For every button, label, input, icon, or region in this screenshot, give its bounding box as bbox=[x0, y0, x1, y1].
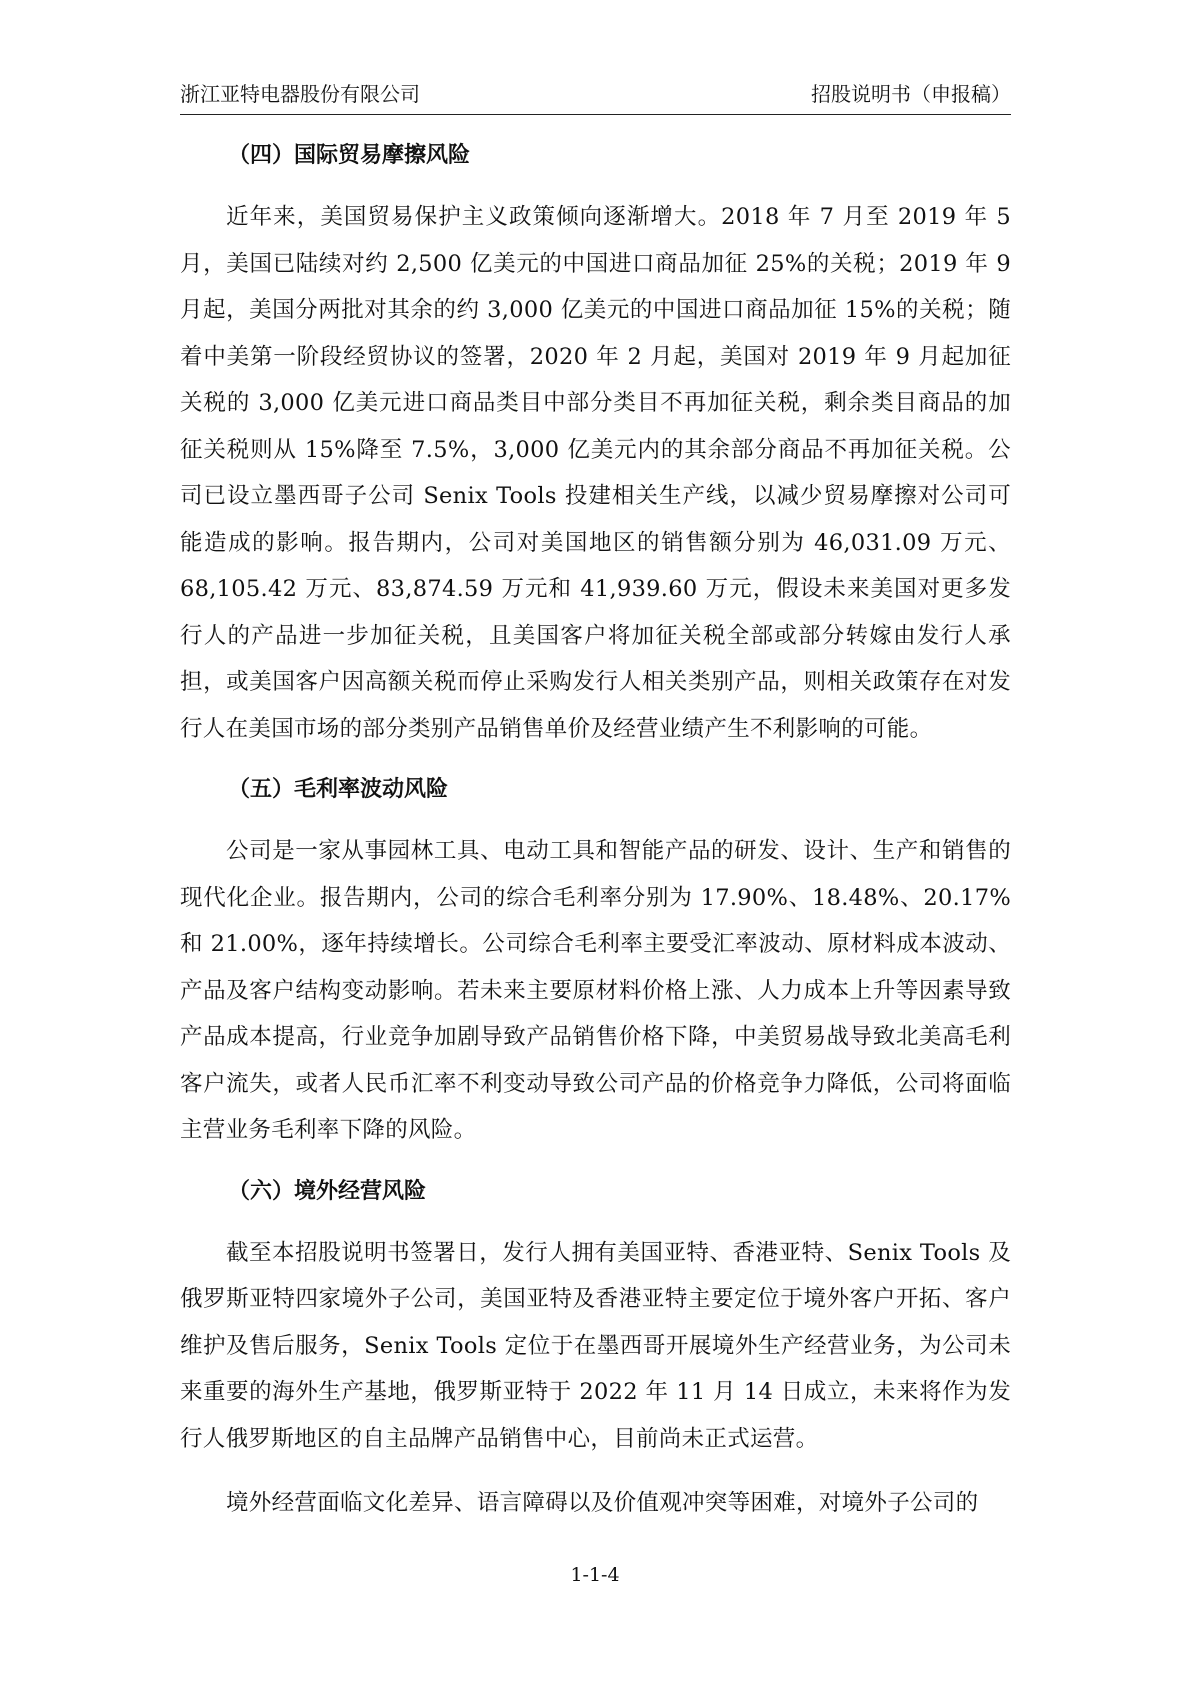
section-title-overseas-operation: （六）境外经营风险 bbox=[228, 1178, 427, 1204]
page-header bbox=[180, 78, 1011, 115]
paragraph-gross-margin: 公司是一家从事园林工具、电动工具和智能产品的研发、设计、生产和销售的现代化企业。报告期内，公司的综合毛利率分别为 17.90%、18.48%、20.17%和 21.00%，逐年持续增长。公司综合毛利率主要受汇率波动、原材料成本波动、产品及客户结构变动影响。若未来主要原材料价格上涨、人力成本上升等因素导致产品成本提高，行业竞争加剧导致产品销售价格下降，中美贸易战导致北美高毛利客户流失，或者人民币汇率不利变动导致公司产品的价格竞争力降低，公司将面临主营业务毛利率下降的风险。 bbox=[180, 838, 1011, 1143]
header-company-name: 浙江亚特电器股份有限公司 bbox=[180, 82, 420, 106]
paragraph-overseas-operation: 截至本招股说明书签署日，发行人拥有美国亚特、香港亚特、Senix Tools 及俄罗斯亚特四家境外子公司，美国亚特及香港亚特主要定位于境外客户开拓、客户维护及售后服务，Senix Tools 定位于在墨西哥开展境外生产经营业务，为公司未来重要的海外生产基地，俄罗斯亚特于 2022 年 11 月 14 日成立，未来将作为发行人俄罗斯地区的自主品牌产品销售中心，目前尚未正式运营。 bbox=[180, 1239, 1011, 1452]
page-body bbox=[180, 136, 1011, 1545]
header-document-title: 招股说明书（申报稿） bbox=[811, 82, 1011, 106]
section-title-trade-friction: （四）国际贸易摩擦风险 bbox=[228, 143, 471, 168]
page-number: 1-1-4 bbox=[570, 1564, 620, 1586]
section-title-gross-margin: （五）毛利率波动风险 bbox=[228, 777, 449, 802]
paragraph-trade-friction: 近年来，美国贸易保护主义政策倾向逐渐增大。2018 年 7 月至 2019 年 5 月，美国已陆续对约 2,500 亿美元的中国进口商品加征 25%的关税；2019 年 9 月起，美国分两批对其余的约 3,000 亿美元的中国进口商品加征 15%的关税；随着中美第一阶段经贸协议的签署，2020 年 2 月起，美国对 2019 年 9 月起加征关税的 3,000 亿美元进口商品类目中部分类目不再加征关税，剩余类目商品的加征关税则从 15%降至 7.5%，3,000 亿美元内的其余部分商品不再加征关税。公司已设立墨西哥子公司 Senix Tools 投建相关生产线，以减少贸易摩擦对公司可能造成的影响。报告期内，公司对美国地区的销售额分别为 46,031.09 万元、68,105.42 万元、83,874.59 万元和 41,939.60 万元，假设未来美国对更多发行人的产品进一步加征关税，且美国客户将加征关税全部或部分转嫁由发行人承担，或美国客户因高额关税而停止采购发行人相关类别产品，则相关政策存在对发行人在美国市场的部分类别产品销售单价及经营业绩产生不利影响的可能。 bbox=[180, 204, 1011, 742]
paragraph-overseas-operation-continued: 境外经营面临文化差异、语言障碍以及价值观冲突等困难，对境外子公司的 bbox=[226, 1490, 979, 1516]
